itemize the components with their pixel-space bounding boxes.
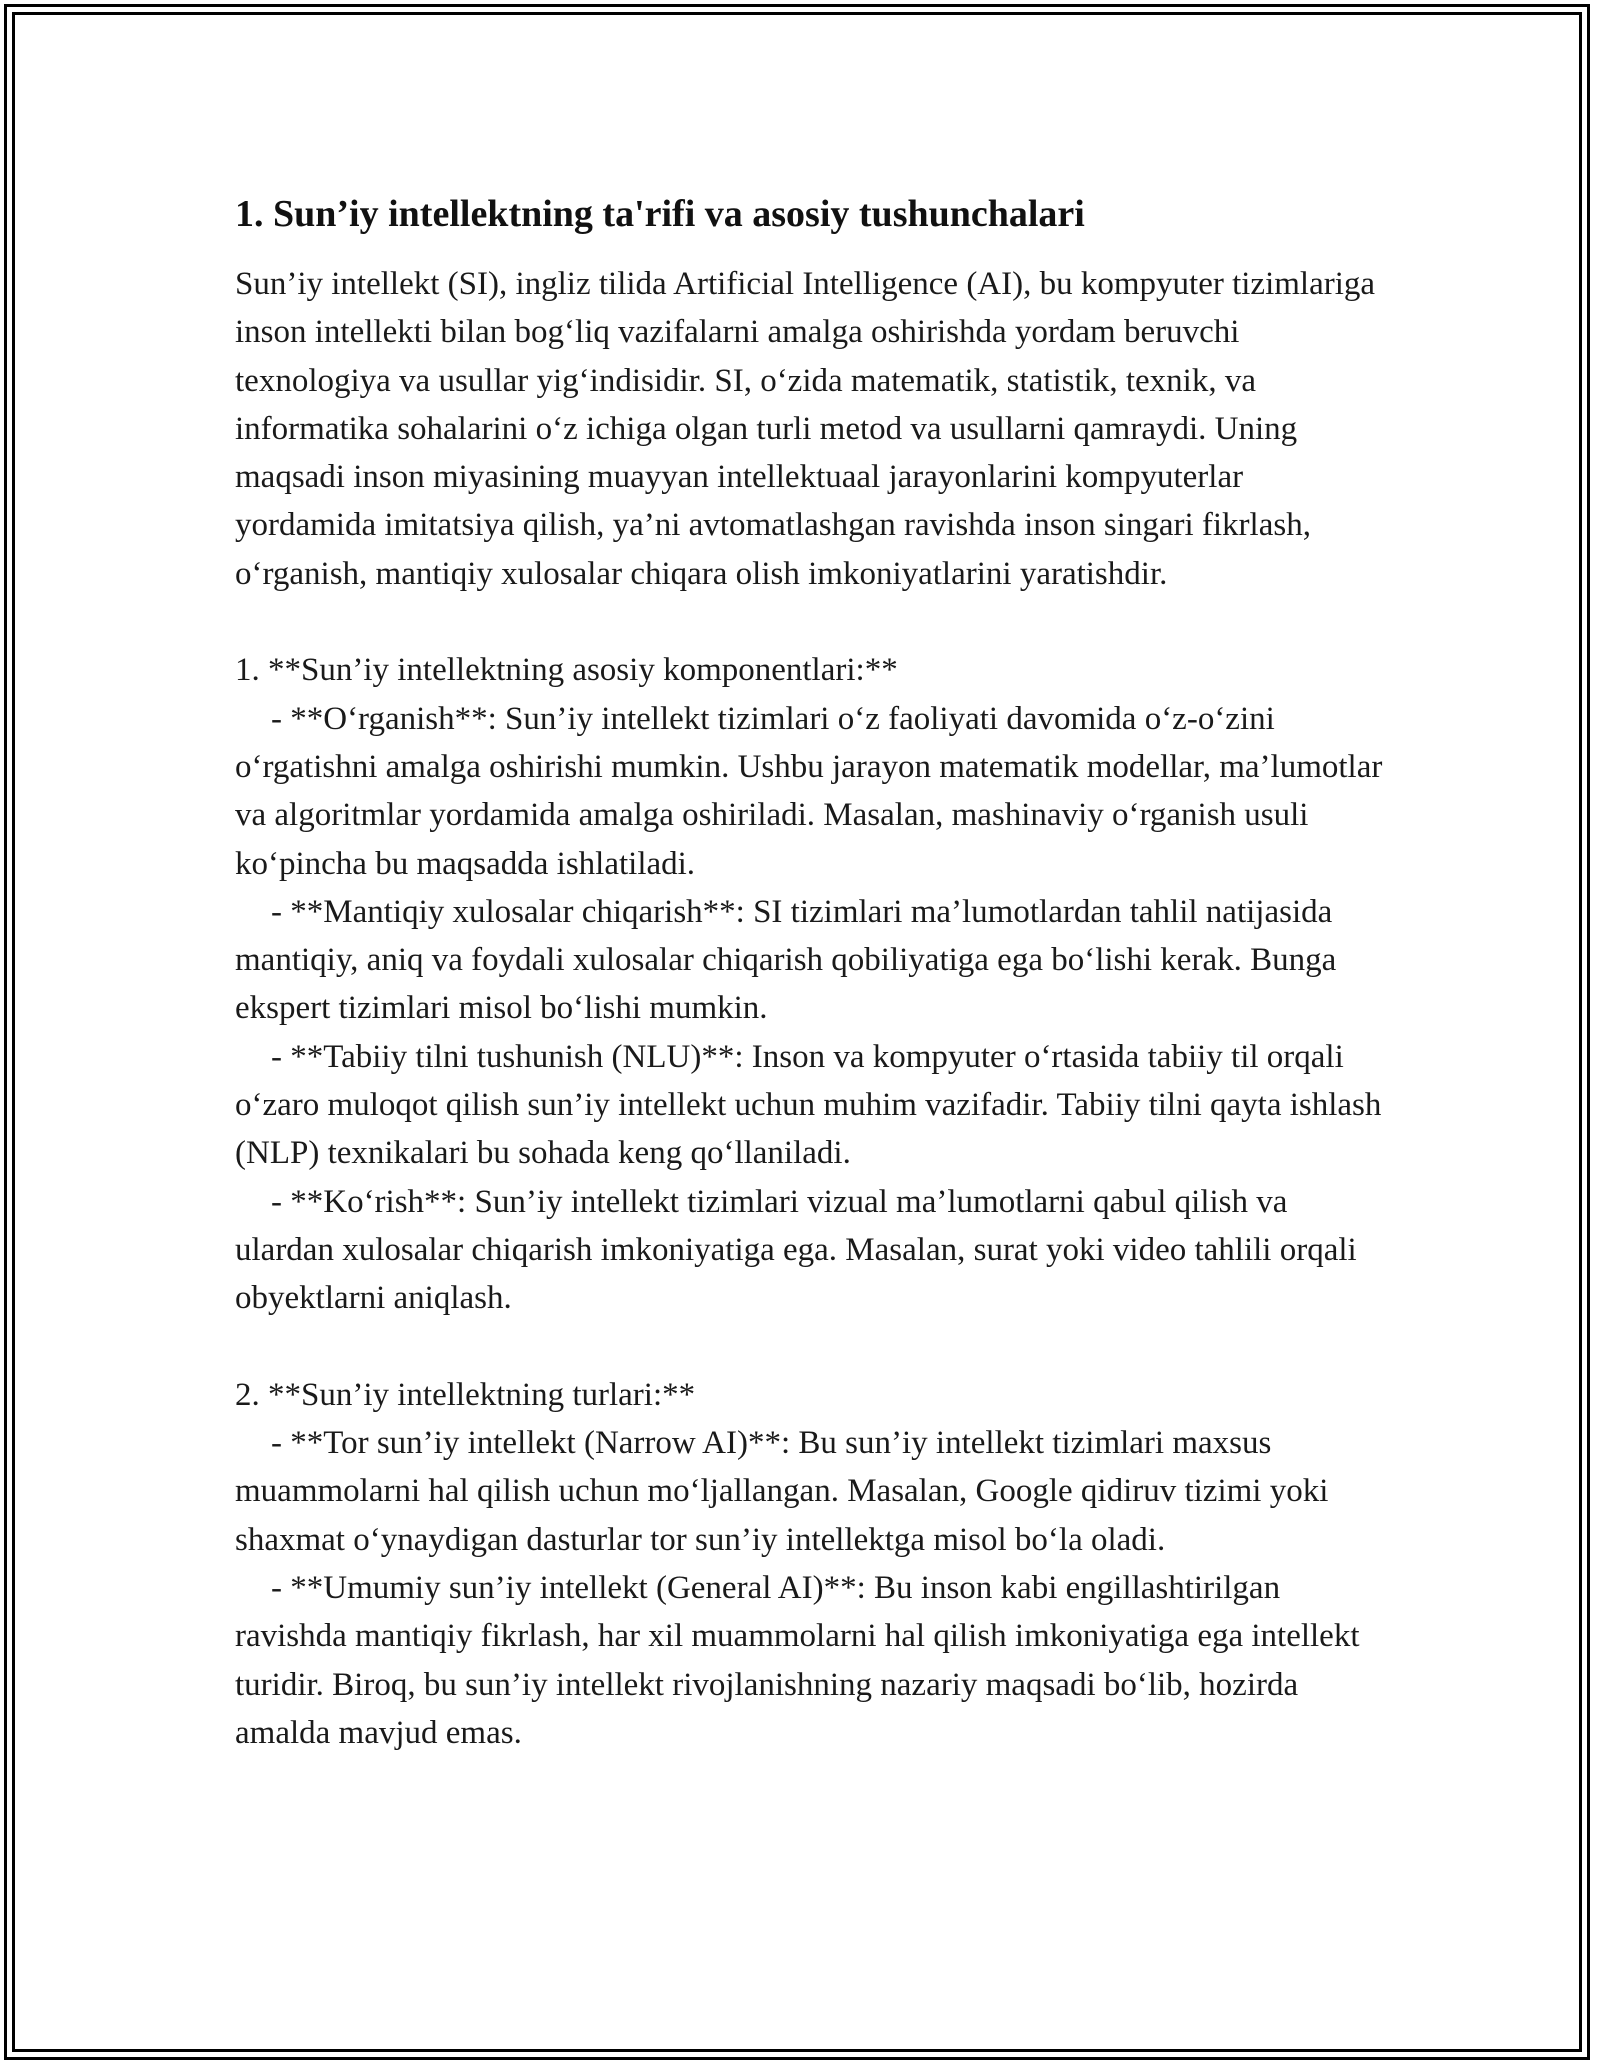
list-item-text: - **Ko‘rish**: Sun’iy intellekt tizimlari vizual ma’lumotlarni qabul qilish va ulardan xulosalar chiqarish imkoniyatiga ega. Masalan, surat yoki video tahlili orqali obyektlarni aniqlash. — [235, 1183, 1357, 1317]
document-body — [235, 188, 1385, 1757]
document-title: 1. Sun’iy intellektning ta'rifi va asosiy tushunchalari — [235, 193, 1085, 235]
list-item-text: - **Mantiqiy xulosalar chiqarish**: SI tizimlari ma’lumotlardan tahlil natijasida mantiqiy, aniq va foydali xulosalar chiqarish qobiliyatiga ega bo‘lishi kerak. Bunga ekspert tizimlari misol bo‘lishi mumkin. — [235, 893, 1337, 1027]
section-heading: 1. **Sun’iy intellektning asosiy komponentlari:** — [235, 652, 898, 689]
list-item-text: - **O‘rganish**: Sun’iy intellekt tizimlari o‘z faoliyati davomida o‘z-o‘zini o‘rgatishni amalga oshirishi mumkin. Ushbu jarayon matematik modellar, ma’lumotlar va algoritmlar yordamida amalga oshiriladi. Masalan, mashinaviy o‘rganish usuli ko‘pincha bu maqsadda ishlatiladi. — [235, 700, 1383, 882]
intro-paragraph: Sun’iy intellekt (SI), ingliz tilida Artificial Intelligence (AI), bu kompyuter tizimlariga inson intellekti bilan bog‘liq vazifalarni amalga oshirishda yordam beruvchi texnologiya va usullar yig‘indisidir. SI, o‘zida matematik, statistik, texnik, va informatika sohalarini o‘z ichiga olgan turli metod va usullarni qamraydi. Uning maqsadi inson miyasining muayyan intellektuaal jarayonlarini kompyuterlar yordamida imitatsiya qilish, ya’ni avtomatlashgan ravishda inson singari fikrlash, o‘rganish, mantiqiy xulosalar chiqara olish imkoniyatlarini yaratishdir. — [235, 266, 1376, 592]
list-item — [235, 1564, 1385, 1757]
list-item-text: - **Tabiiy tilni tushunish (NLU)**: Inson va kompyuter o‘rtasida tabiiy til orqali o‘zaro muloqot qilish sun’iy intellekt uchun muhim vazifadir. Tabiiy tilni qayta ishlash (NLP) texnikalari bu sohada keng qo‘llaniladi. — [235, 1038, 1382, 1172]
list-item — [235, 888, 1385, 1033]
section-types — [235, 1371, 1385, 1757]
list-item — [235, 1419, 1385, 1564]
list-item — [235, 1033, 1385, 1178]
list-item — [235, 695, 1385, 888]
section-heading: 2. **Sun’iy intellektning turlari:** — [235, 1376, 696, 1413]
list-item-text: - **Umumiy sun’iy intellekt (General AI)**: Bu inson kabi engillashtirilgan ravishda mantiqiy fikrlash, har xil muammolarni hal qilish imkoniyatiga ega intellekt turidir. Biroq, bu sun’iy intellekt rivojlanishning nazariy maqsadi bo‘lib, hozirda amalda mavjud emas. — [235, 1570, 1360, 1751]
list-item — [235, 1178, 1385, 1323]
list-item-text: - **Tor sun’iy intellekt (Narrow AI)**: Bu sun’iy intellekt tizimlari maxsus muammolarni hal qilish uchun mo‘ljallangan. Masalan, Google qidiruv tizimi yoki shaxmat o‘ynaydigan dasturlar tor sun’iy intellektga misol bo‘la oladi. — [235, 1425, 1329, 1558]
section-components — [235, 646, 1385, 1322]
